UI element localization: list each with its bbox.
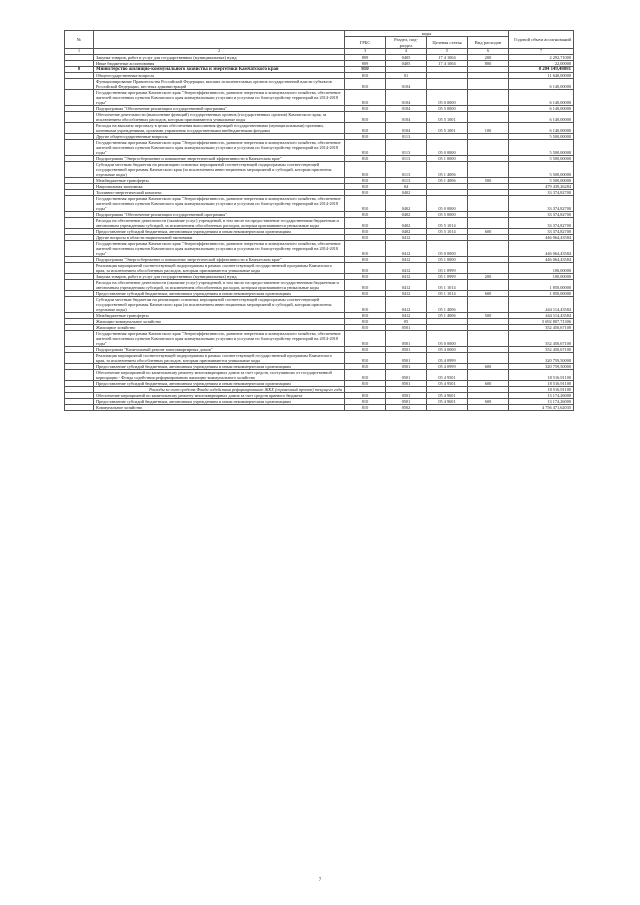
header-name	[94, 31, 345, 49]
row-target: 05 4 9501	[427, 369, 468, 380]
row-name: Государственная программа Камчатского края "Энергоэффективность, развитие энергетики и коммунального хозяйства, обеспечение жителей населенных пунктов Камчатского края коммунальными услугами и услугами по благоустройству территорий на 2014-2018 годы"	[94, 240, 345, 256]
row-grbs: 810	[345, 392, 386, 398]
row-target: 05 0 0000	[427, 139, 468, 155]
row-section: 0412	[386, 279, 427, 290]
row-number	[65, 240, 94, 256]
row-total: 18 516,91100	[509, 386, 574, 392]
row-grbs: 810	[345, 273, 386, 279]
row-grbs: 810	[345, 256, 386, 262]
row-target: 05 5 1014	[427, 228, 468, 234]
row-section: 0113	[386, 155, 427, 161]
row-section: 04	[386, 183, 427, 189]
row-total: 5 500,00000	[509, 139, 574, 155]
row-target: 05 1 4006	[427, 177, 468, 183]
row-total: 5 500,00000	[509, 133, 574, 139]
row-name: Подпрограмма "Обеспечение реализации государственной программы"	[94, 211, 345, 217]
row-name: Подпрограмма "Обеспечение реализации государственной программы"	[94, 105, 345, 111]
row-section: 0113	[386, 139, 427, 155]
row-name: Предоставление субсидий бюджетным, автономным учреждениям и иным некоммерческим организациям	[94, 380, 345, 386]
row-total: 6 140,00000	[509, 105, 574, 111]
row-total: 479 439,26284	[509, 183, 574, 189]
row-section: 0402	[386, 211, 427, 217]
page-number: 7	[318, 878, 322, 883]
table-header	[65, 31, 574, 55]
row-grbs: 810	[345, 279, 386, 290]
row-target: 05 0 0000	[427, 330, 468, 346]
header-grbs: ГРБС	[345, 37, 386, 49]
row-section: 0113	[386, 161, 427, 177]
row-target: 05 1 4006	[427, 296, 468, 312]
row-section: 0405	[386, 54, 427, 60]
row-name: Иные бюджетные ассигнования	[94, 60, 345, 66]
row-total: 320 759,50000	[509, 363, 574, 369]
row-section: 0501	[386, 392, 427, 398]
row-name: Предоставление субсидий бюджетным, автономным учреждениям и иным некоммерческим организациям	[94, 290, 345, 296]
row-target: 05 1 0000	[427, 155, 468, 161]
row-exptype: 600	[468, 363, 509, 369]
row-name: Государственная программа Камчатского края "Энергоэффективность, развитие энергетики и коммунального хозяйства, обеспечение жителей населенных пунктов Камчатского края коммунальными услугами и услугами по благоустройству территорий на 2014-2018 годы"	[94, 139, 345, 155]
row-exptype: 500	[468, 312, 509, 318]
row-exptype: 800	[468, 60, 509, 66]
row-section: 0402	[386, 195, 427, 211]
row-section: 0501	[386, 346, 427, 352]
row-total: 100,00000	[509, 262, 574, 273]
row-grbs: 810	[345, 324, 386, 330]
row-grbs: 809	[345, 54, 386, 60]
row-name: Расходы на выплаты персоналу в целях обеспечения выполнения функций государственными (муниципальными) органами, казенными учреждениями, органами управления государственными внебюджетными фондами	[94, 122, 345, 133]
row-grbs: 810	[345, 240, 386, 256]
row-name: Функционирование Правительства Российской Федерации, высших исполнительных органов государственной власти субъектов Российской Федерации, местных администраций	[94, 78, 345, 89]
row-target: 05 4 9601	[427, 392, 468, 398]
row-name: Подпрограмма "Капитальный ремонт многоквартирных домов"	[94, 346, 345, 352]
row-section: 01	[386, 72, 427, 78]
row-grbs: 810	[345, 183, 386, 189]
table-row	[65, 139, 574, 155]
row-exptype	[468, 262, 509, 273]
row-name: Государственная программа Камчатского края "Энергоэффективность, развитие энергетики и коммунального хозяйства, обеспечение жителей населенных пунктов Камчатского края коммунальными услугами и услугами по благоустройству территорий на 2014-2018 годы"	[94, 195, 345, 211]
header-exptype: Вид расходов	[468, 37, 509, 49]
row-total: 352 450,67100	[509, 324, 574, 330]
row-grbs: 810	[345, 122, 386, 133]
row-grbs: 810	[345, 111, 386, 122]
row-name: Подпрограмма "Энергосбережение и повышение энергетической эффективности в Камчатском крае"	[94, 155, 345, 161]
row-section: 0412	[386, 290, 427, 296]
row-grbs: 810	[345, 72, 386, 78]
row-exptype	[468, 78, 509, 89]
row-section: 0104	[386, 105, 427, 111]
row-exptype	[468, 195, 509, 211]
row-grbs: 810	[345, 211, 386, 217]
row-grbs: 810	[345, 290, 386, 296]
row-section: 0104	[386, 122, 427, 133]
index-cell: 7	[509, 49, 574, 55]
row-number	[65, 404, 94, 410]
row-number	[65, 330, 94, 346]
row-exptype	[468, 240, 509, 256]
row-name: Коммунальное хозяйство	[94, 404, 345, 410]
row-target: 05 1 4006	[427, 312, 468, 318]
row-target: 05 4 0999	[427, 363, 468, 369]
table-row	[65, 161, 574, 177]
row-section: 0113	[386, 177, 427, 183]
index-cell: 3	[345, 49, 386, 55]
row-section: 0104	[386, 89, 427, 105]
row-total: 6 140,00000	[509, 89, 574, 105]
row-name: Субсидии местным бюджетам на реализацию основных мероприятий соответствующей подпрограммы соответствующей государственной программы Камчатского края (за исключением инвестиционных мероприятий и субсидий, которым присвоены отдельные коды)	[94, 161, 345, 177]
row-total: 33 374,82700	[509, 228, 574, 234]
row-section: 0412	[386, 273, 427, 279]
row-exptype	[468, 369, 509, 380]
row-target: 05 1 0999	[427, 273, 468, 279]
row-total: 1 850,00000	[509, 290, 574, 296]
row-name: Обеспечение мероприятий по капитальному ремонту многоквартирных домов за счет средств краевого бюджета	[94, 392, 345, 398]
row-exptype	[468, 296, 509, 312]
row-target: 05 1 4006	[427, 161, 468, 177]
row-name: Закупка товаров, работ и услуг для государственных (муниципальных) нужд	[94, 273, 345, 279]
row-number	[65, 217, 94, 228]
row-grbs: 810	[345, 133, 386, 139]
header-section: Раздел, под-раздел	[386, 37, 427, 49]
index-cell: 5	[427, 49, 468, 55]
row-name: Обеспечение деятельности (выполнение функций) государственных органов (государственных органов) Камчатского края, за исключением обособленных расходов, которым присваиваются уникальные коды	[94, 111, 345, 122]
row-exptype: 600	[468, 398, 509, 404]
row-number: 8	[65, 66, 94, 72]
table-row	[65, 89, 574, 105]
row-name: Закупка товаров, работ и услуг для государственных (муниципальных) нужд	[94, 54, 345, 60]
row-section: 0402	[386, 217, 427, 228]
row-number	[65, 195, 94, 211]
row-grbs: 810	[345, 189, 386, 195]
row-section: 0402	[386, 228, 427, 234]
row-total: 18 516,91100	[509, 369, 574, 380]
row-grbs: 810	[345, 346, 386, 352]
header-codes-group: коды	[345, 31, 509, 37]
index-cell: 1	[65, 49, 94, 55]
row-target: 05 1 1014	[427, 279, 468, 290]
row-grbs: 810	[345, 234, 386, 240]
row-grbs: 810	[345, 105, 386, 111]
row-total: 1 850,00000	[509, 279, 574, 290]
row-name: Топливно-энергетический комплекс	[94, 189, 345, 195]
row-grbs: 810	[345, 78, 386, 89]
table-row	[65, 217, 574, 228]
row-total: 6 140,00000	[509, 122, 574, 133]
row-exptype	[468, 161, 509, 177]
row-target: 05 0 0000	[427, 240, 468, 256]
row-target: 17 4 1004	[427, 60, 468, 66]
row-name: Предоставление субсидий бюджетным, автономным учреждениям и иным некоммерческим организациям	[94, 398, 345, 404]
row-grbs: 810	[345, 363, 386, 369]
header-target: Целевая статья	[427, 37, 468, 49]
row-name: Расходы на обеспечение деятельности (оказание услуг) учреждений, в том числе на предоставление государственным бюджетным и автономным учреждениям субсидий, за исключением обособленных расходов, которым присваиваются уникальные коды	[94, 279, 345, 290]
row-target: 05 4 0000	[427, 346, 468, 352]
row-name: Подпрограмма "Энергосбережение и повышение энергетической эффективности в Камчатском крае"	[94, 256, 345, 262]
row-number	[65, 352, 94, 363]
row-target: 05 1 0999	[427, 262, 468, 273]
row-exptype: 600	[468, 290, 509, 296]
row-total: 446 064,43584	[509, 234, 574, 240]
row-name: Межбюджетные трансферты	[94, 312, 345, 318]
row-section: 0412	[386, 312, 427, 318]
row-grbs: 810	[345, 296, 386, 312]
row-target: 05 0 0000	[427, 89, 468, 105]
index-cell: 4	[386, 49, 427, 55]
row-section: 0402	[386, 189, 427, 195]
row-grbs: 810	[345, 380, 386, 386]
row-section: 0501	[386, 363, 427, 369]
row-exptype: 200	[468, 273, 509, 279]
table-row	[65, 279, 574, 290]
row-section: 0501	[386, 369, 427, 380]
table-row	[65, 111, 574, 122]
row-total: 11 640,00000	[509, 72, 574, 78]
row-target: 05 5 0000	[427, 211, 468, 217]
row-section: 0412	[386, 256, 427, 262]
row-name: Субсидии местным бюджетам на реализацию основных мероприятий соответствующей подпрограммы соответствующей государственной программы Камчатского края (за исключением инвестиционных мероприятий и субсидий, которым присвоены отдельные коды)	[94, 296, 345, 312]
index-cell: 6	[468, 49, 509, 55]
row-total: 33 374,82700	[509, 195, 574, 211]
row-exptype	[468, 139, 509, 155]
row-target: 17 4 1004	[427, 54, 468, 60]
table-row	[65, 330, 574, 346]
row-number	[65, 122, 94, 133]
table-row	[65, 296, 574, 312]
row-target: 05 1 0000	[427, 256, 468, 262]
row-grbs: 810	[345, 318, 386, 324]
row-total: 8 204 149,48881	[509, 66, 574, 72]
row-name: Национальная экономика	[94, 183, 345, 189]
row-name: Другие общегосударственные вопросы	[94, 133, 345, 139]
budget-table	[64, 30, 574, 411]
row-total: 13 174,26000	[509, 392, 574, 398]
row-section: 05	[386, 318, 427, 324]
row-target: 05 5 1001	[427, 122, 468, 133]
row-total: 22,00000	[509, 60, 574, 66]
row-section: 0501	[386, 398, 427, 404]
row-grbs: 810	[345, 404, 386, 410]
row-total: 446 064,43584	[509, 256, 574, 262]
table-row	[65, 352, 574, 363]
row-number	[65, 139, 94, 155]
row-total: 6 140,00000	[509, 111, 574, 122]
row-target	[427, 78, 468, 89]
table-row	[65, 369, 574, 380]
budget-table-sheet	[64, 30, 574, 411]
row-total: 444 114,43584	[509, 296, 574, 312]
row-section: 0412	[386, 234, 427, 240]
table-row	[65, 404, 574, 410]
row-name: Общегосударственные вопросы	[94, 72, 345, 78]
row-section: 0104	[386, 111, 427, 122]
row-exptype	[468, 217, 509, 228]
row-name: Жилищное хозяйство	[94, 324, 345, 330]
row-exptype	[468, 89, 509, 105]
row-name: Предоставление субсидий бюджетным, автономным учреждениям и иным некоммерческим организациям	[94, 228, 345, 234]
row-section: 0501	[386, 324, 427, 330]
row-grbs: 810	[345, 312, 386, 318]
row-name: Государственная программа Камчатского края "Энергоэффективность, развитие энергетики и коммунального хозяйства, обеспечение жителей населенных пунктов Камчатского края коммунальными услугами и услугами по благоустройству территорий на 2014-2018 годы"	[94, 89, 345, 105]
row-exptype: 200	[468, 54, 509, 60]
row-target: 05 5 1001	[427, 111, 468, 122]
table-row	[65, 122, 574, 133]
table-body	[65, 54, 574, 410]
row-total: 33 374,82700	[509, 189, 574, 195]
row-total: 18 516,91100	[509, 380, 574, 386]
row-total: 320 759,50000	[509, 352, 574, 363]
row-target: 05 4 0999	[427, 352, 468, 363]
row-name: Реализация мероприятий соответствующей подпрограммы в рамках соответствующей государственной программы Камчатского края, за исключением обособленных расходов, которым присваиваются уникальные коды	[94, 352, 345, 363]
row-number	[65, 279, 94, 290]
row-exptype	[468, 111, 509, 122]
row-exptype	[468, 279, 509, 290]
row-total: 2 292,71000	[509, 54, 574, 60]
row-name: Обеспечение мероприятий по капитальному ремонту многоквартирных домов за счет средств, поступивших от государственной корпорации - Фонда содействия реформированию жилищно-коммунального хозяйства	[94, 369, 345, 380]
row-target: 05 5 1014	[427, 217, 468, 228]
row-name: Государственная программа Камчатского края "Энергоэффективность, развитие энергетики и коммунального хозяйства, обеспечение жителей населенных пунктов Камчатского края коммунальными услугами и услугами по благоустройству территорий на 2014-2018 годы"	[94, 330, 345, 346]
row-name: Расходы на обеспечение деятельности (оказание услуг) учреждений, в том числе на предоставление государственным бюджетным и автономным учреждениям субсидий, за исключением обособленных расходов, которым присваиваются уникальные коды	[94, 217, 345, 228]
row-total: 446 064,43584	[509, 240, 574, 256]
row-exptype: 500	[468, 177, 509, 183]
row-number	[65, 111, 94, 122]
row-section: 0502	[386, 404, 427, 410]
row-grbs: 810	[345, 398, 386, 404]
row-target	[427, 404, 468, 410]
row-total: 33 374,82700	[509, 217, 574, 228]
row-exptype	[468, 352, 509, 363]
row-total: 352 450,67100	[509, 330, 574, 346]
row-exptype	[468, 404, 509, 410]
row-name: Предоставление субсидий бюджетным, автономным учреждениям и иным некоммерческим организациям	[94, 363, 345, 369]
row-total: 13 174,26000	[509, 398, 574, 404]
row-total: 6 140,00000	[509, 78, 574, 89]
row-target: 05 1 1014	[427, 290, 468, 296]
row-total: 4 756 471,62035	[509, 404, 574, 410]
row-grbs: 810	[345, 161, 386, 177]
row-name: Другие вопросы в области национальной экономики	[94, 234, 345, 240]
index-cell: 2	[94, 49, 345, 55]
row-grbs: 810	[345, 139, 386, 155]
row-exptype	[468, 330, 509, 346]
table-row	[65, 262, 574, 273]
row-name: Министерство жилищно-коммунального хозяйства и энергетики Камчатского края	[94, 66, 345, 72]
row-section: 0412	[386, 262, 427, 273]
row-total: 100,00000	[509, 273, 574, 279]
row-name: Реализация мероприятий соответствующей подпрограммы в рамках соответствующей государственной программы Камчатского края, за исключением обособленных расходов, которым присваиваются уникальные коды	[94, 262, 345, 273]
row-section: 0113	[386, 133, 427, 139]
row-target: 05 0 0000	[427, 195, 468, 211]
row-grbs: 810	[345, 228, 386, 234]
row-grbs: 810	[345, 352, 386, 363]
table-row	[65, 195, 574, 211]
row-grbs: 810	[345, 369, 386, 380]
header-total: Годовой объем ассигнований	[509, 31, 574, 49]
row-number	[65, 161, 94, 177]
row-name: Расходы за счет средств Фонда содействия реформированию ЖКХ (справочный проект) текущего года	[94, 386, 345, 392]
row-grbs: 810	[345, 66, 386, 72]
row-total: 444 114,43584	[509, 312, 574, 318]
row-target: 05 4 9501	[427, 380, 468, 386]
row-section: 0412	[386, 240, 427, 256]
row-grbs: 810	[345, 262, 386, 273]
row-grbs: 809	[345, 60, 386, 66]
row-name: Межбюджетные трансферты	[94, 177, 345, 183]
row-section: 0104	[386, 78, 427, 89]
row-exptype: 100	[468, 122, 509, 133]
row-section: 0501	[386, 330, 427, 346]
row-name: Жилищно-коммунальное хозяйство	[94, 318, 345, 324]
row-number	[65, 89, 94, 105]
row-grbs: 810	[345, 217, 386, 228]
row-number	[65, 369, 94, 380]
row-target: 05 4 9601	[427, 398, 468, 404]
row-total: 352 450,67100	[509, 346, 574, 352]
row-number	[65, 262, 94, 273]
table-row	[65, 78, 574, 89]
header-num: №	[65, 31, 94, 49]
row-section: 0501	[386, 380, 427, 386]
row-section: 0405	[386, 60, 427, 66]
row-grbs: 810	[345, 330, 386, 346]
row-grbs: 810	[345, 155, 386, 161]
row-exptype: 600	[468, 380, 509, 386]
row-total: 5 500,00000	[509, 155, 574, 161]
row-grbs: 810	[345, 177, 386, 183]
row-number	[65, 78, 94, 89]
row-number	[65, 296, 94, 312]
row-grbs: 810	[345, 195, 386, 211]
row-exptype: 600	[468, 228, 509, 234]
row-section: 0412	[386, 296, 427, 312]
table-row	[65, 240, 574, 256]
row-total: 5 692 807,71306	[509, 318, 574, 324]
row-target: 05 5 0000	[427, 105, 468, 111]
row-total: 33 374,82700	[509, 211, 574, 217]
row-section: 0501	[386, 352, 427, 363]
row-total: 5 500,00000	[509, 161, 574, 177]
row-grbs: 810	[345, 89, 386, 105]
row-total: 5 500,00000	[509, 177, 574, 183]
